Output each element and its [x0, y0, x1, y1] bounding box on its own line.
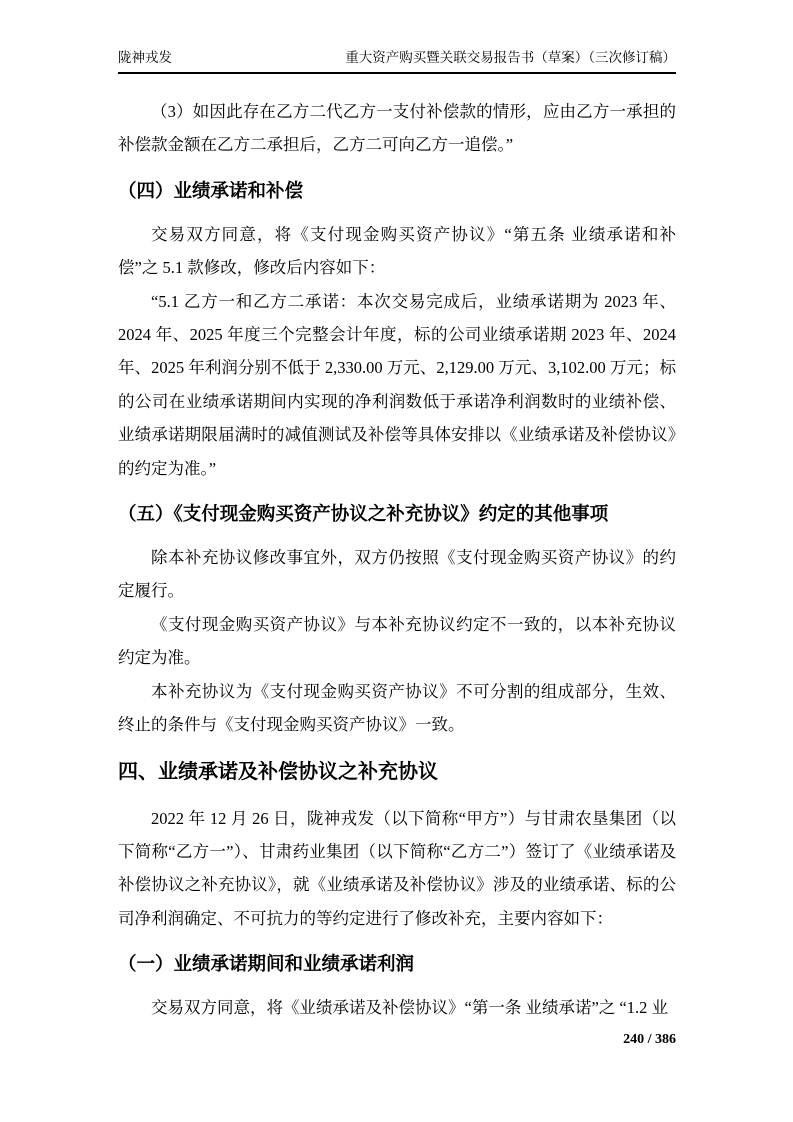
paragraph-clause-5-1-content: “5.1 乙方一和乙方二承诺：本次交易完成后，业绩承诺期为 2023 年、2024 年、2025 年度三个完整会计年度，标的公司业绩承诺期 2023 年、2024 年、2025 年利润分别不低于 2,330.00 万元、2,129.00 万元、3,102.00 万元；标的公司在业绩承诺期间内实现的净利润数低于承诺净利润数时的业绩补偿、业绩承诺期限届满时的减值测试及补偿等具体安排以《业绩承诺及补偿协议》的约定为准。” — [118, 291, 676, 478]
chapter-heading-supplement-agreement: 四、业绩承诺及补偿协议之补充协议 — [118, 760, 438, 783]
page-number: 240 / 386 — [623, 1032, 676, 1047]
section-heading-other-matters: （五）《支付现金购买资产协议之补充协议》约定的其他事项 — [118, 503, 609, 525]
paragraph-agreement-signing: 2022 年 12 月 26 日，陇神戎发（以下简称“甲方”）与甘肃农垦集团（以下简称“乙方一”）、甘肃药业集团（以下简称“乙方二”）签订了《业绩承诺及补偿协议之补充协议》，就《业绩承诺及补偿协议》涉及的业绩承诺、标的公司净利润确定、不可抗力的等约定进行了修改补充，主要内容如下： — [118, 808, 676, 928]
paragraph-clause-1-2-intro: 交易双方同意，将《业绩承诺及补偿协议》“第一条 业绩承诺”之 “1.2 业 — [151, 998, 668, 1018]
paragraph-compensation-recourse: （3）如因此存在乙方二代乙方一支付补偿款的情形，应由乙方一承担的补偿款金额在乙方二承担后，乙方二可向乙方一追偿。” — [118, 102, 676, 155]
section-heading-commitment-period: （一）业绩承诺期间和业绩承诺利润 — [118, 953, 415, 975]
page-header — [118, 46, 676, 74]
document-body — [118, 95, 676, 1025]
paragraph-clause-5-1-intro: 交易双方同意，将《支付现金购买资产协议》“第五条 业绩承诺和补偿”之 5.1 款修改，修改后内容如下： — [118, 224, 676, 278]
paragraph-other-matters-3: 本补充协议为《支付现金购买资产协议》不可分割的组成部分，生效、终止的条件与《支付现金购买资产协议》一致。 — [118, 681, 676, 735]
page-footer — [623, 1032, 676, 1048]
section-heading-performance-commitment: （四）业绩承诺和补偿 — [118, 179, 304, 201]
paragraph-other-matters-2: 《支付现金购买资产协议》与本补充协议约定不一致的，以本补充协议约定为准。 — [118, 614, 676, 668]
paragraph-other-matters-1: 除本补充协议修改事宜外，双方仍按照《支付现金购买资产协议》的约定履行。 — [118, 548, 676, 601]
header-report-title: 重大资产购买暨关联交易报告书（草案）（三次修订稿） — [345, 50, 676, 65]
header-company-name: 陇神戎发 — [118, 50, 172, 65]
